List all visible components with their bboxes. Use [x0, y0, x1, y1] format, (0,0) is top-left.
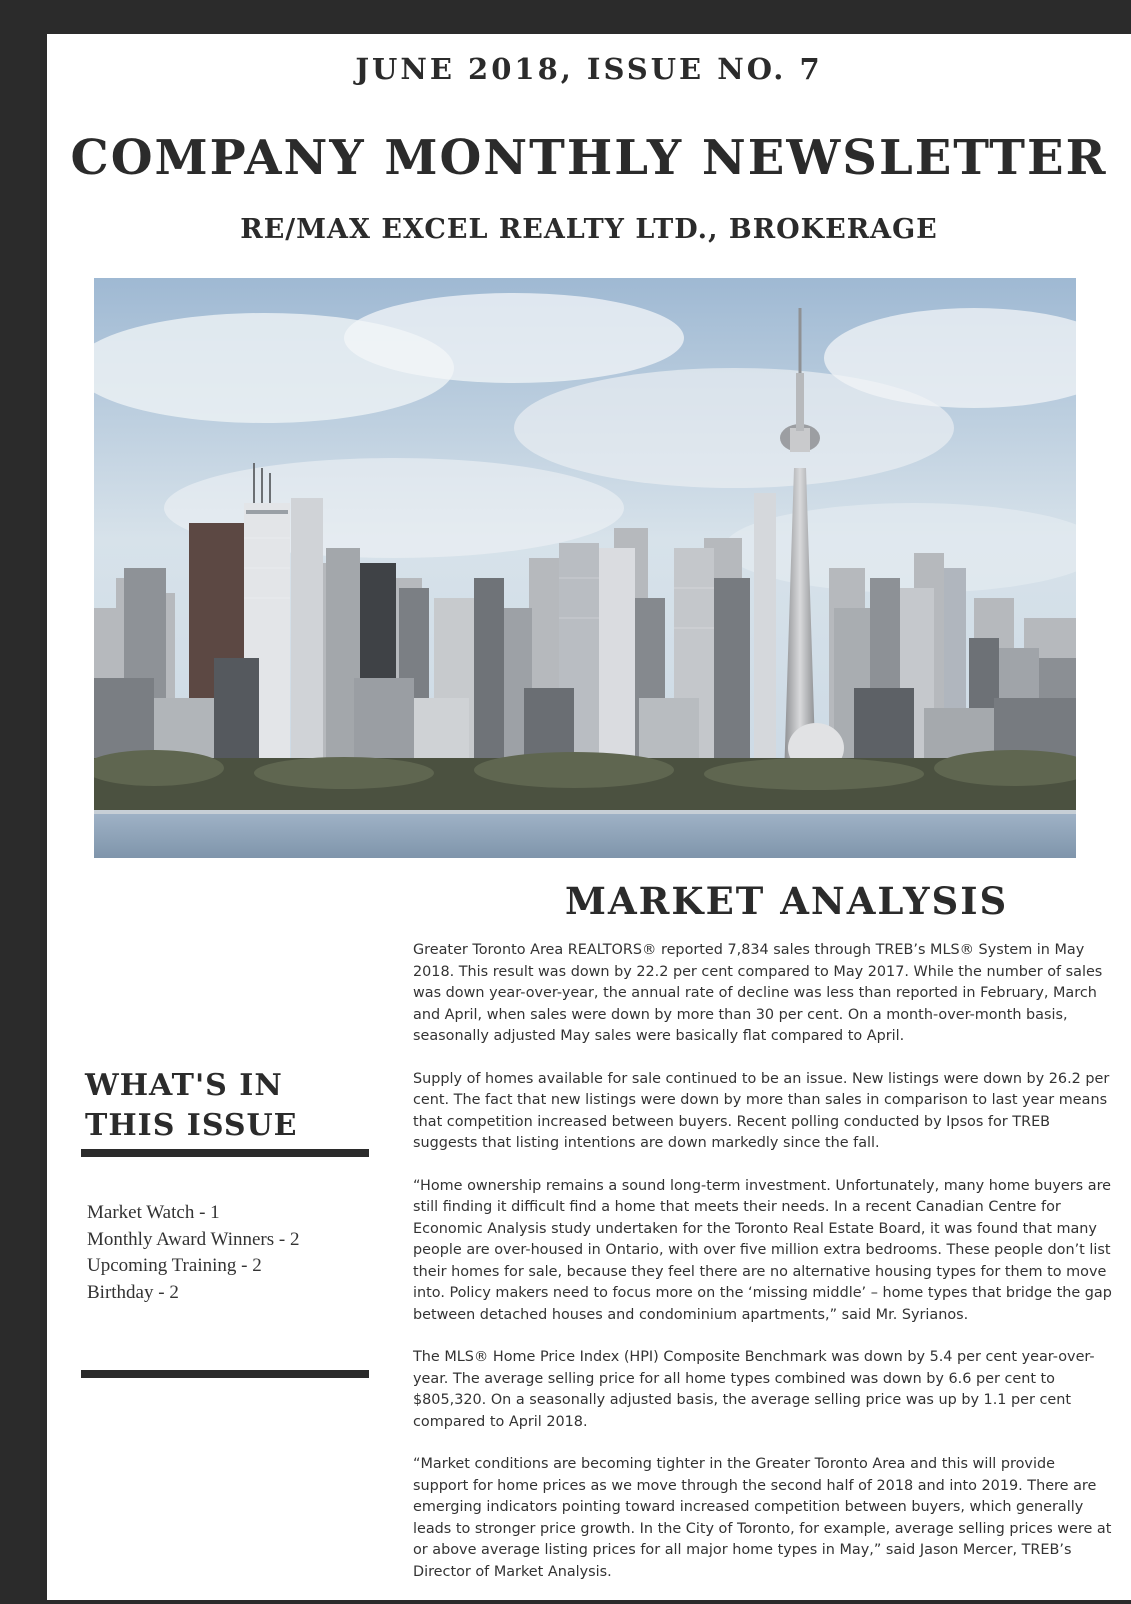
- article-paragraph: The MLS® Home Price Index (HPI) Composite Benchmark was down by 5.4 per cent year-over-year. The average selling price for all home types combined was down by 6.6 per cent to $805,320. On a seasonally adjusted basis, the average selling price was up by 1.1 per cent compared to April 2018.: [413, 1349, 1095, 1430]
- brokerage-subtitle: RE/MAX EXCEL REALTY LTD., BROKERAGE: [240, 214, 938, 245]
- toc-list: [87, 1200, 387, 1306]
- toc-heading-line: WHAT'S IN: [85, 1068, 283, 1103]
- newsletter-page: [47, 34, 1131, 1600]
- newsletter-title: COMPANY MONTHLY NEWSLETTER: [70, 130, 1108, 186]
- toc-item: Market Watch - 1: [87, 1202, 220, 1223]
- toc-top-divider: [81, 1149, 369, 1157]
- article-paragraph: Supply of homes available for sale continued to be an issue. New listings were down by 26.2 per cent. The fact that new listings were down by more than sales in comparison to last year means that competition increased between buyers. Recent polling conducted by Ipsos for TREB suggests that listing intentions are down markedly since the fall.: [413, 1070, 1110, 1151]
- toc-bottom-divider: [81, 1370, 369, 1378]
- article-paragraph: “Home ownership remains a sound long-term investment. Unfortunately, many home buyers are still finding it difficult find a home that meets their needs. In a recent Canadian Centre for Economic Analysis study undertaken for the Toronto Real Estate Board, it was found that many people are over-housed in Ontario, with over five million extra bedrooms. These people don’t list their homes for sale, because they feel there are no alternative housing types for them to move into. Policy makers need to focus more on the ‘missing middle’ – home types that bridge the gap between detached houses and condominium apartments,” said Mr. Syrianos.: [413, 1177, 1112, 1323]
- toc-item: Upcoming Training - 2: [87, 1255, 262, 1276]
- issue-line: JUNE 2018, ISSUE NO. 7: [355, 52, 823, 86]
- toc-item: Birthday - 2: [87, 1281, 179, 1303]
- article-paragraph: Greater Toronto Area REALTORS® reported 7,834 sales through TREB’s MLS® System in May 2018. This result was down by 22.2 per cent compared to May 2017. While the number of sales was down year-over-year, the annual rate of decline was less than reported in February, March and April, when sales were down by more than 30 per cent. On a month-over-month basis, seasonally adjusted May sales were basically flat compared to April.: [413, 942, 1103, 1044]
- toc-heading: [85, 1066, 385, 1146]
- toc-heading-line: THIS ISSUE: [85, 1108, 298, 1143]
- article-paragraph: “Market conditions are becoming tighter in the Greater Toronto Area and this will provide support for home prices as we move through the second half of 2018 and into 2019. There are emerging indicators pointing toward increased competition between buyers, which generally leads to stronger price growth. In the City of Toronto, for example, average selling prices were at or above average listing prices for all major home types in May,” said Jason Mercer, TREB’s Director of Market Analysis.: [413, 1456, 1112, 1580]
- skyline-hero-image: [94, 278, 1076, 858]
- market-analysis-heading: MARKET ANALYSIS: [565, 879, 1009, 923]
- toc-item: Monthly Award Winners - 2: [87, 1228, 300, 1250]
- market-analysis-article: [413, 940, 1113, 1604]
